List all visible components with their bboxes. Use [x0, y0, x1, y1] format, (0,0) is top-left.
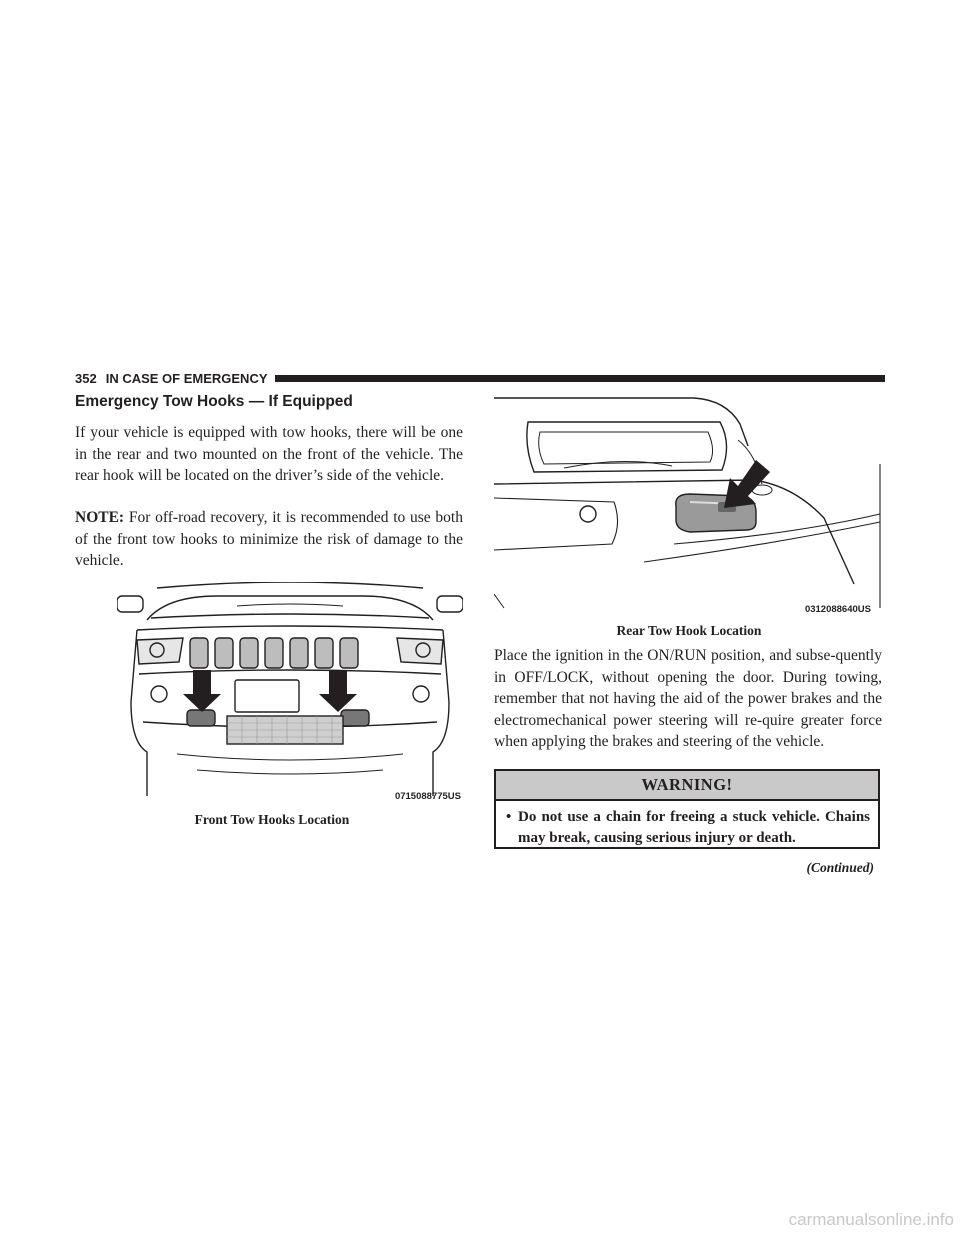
warning-text: Do not use a chain for freeing a stuck vehicle. Chains may break, causing serious injury or death.	[518, 809, 870, 846]
warning-box	[494, 769, 880, 849]
front-tow-hooks-figure	[117, 582, 463, 804]
note-label: NOTE:	[75, 509, 125, 526]
ignition-paragraph: Place the ignition in the ON/RUN position, and subse-quently in OFF/LOCK, without opening the door. During towing, remember that not having the aid of the power brakes and the electromechanical power steering will re-quire greater force when applying the brakes and steering of the vehicle.	[494, 647, 882, 750]
page-header	[75, 368, 885, 388]
front-figure-code: 0715088775US	[394, 791, 461, 802]
rear-tow-hook-figure	[494, 394, 884, 615]
bullet-icon: •	[506, 809, 512, 825]
rear-figure-code: 0312088640US	[804, 604, 871, 615]
section-heading: Emergency Tow Hooks — If Equipped	[75, 393, 353, 410]
warning-title: WARNING!	[496, 771, 878, 801]
note-text: For off-road recovery, it is recommended to use both of the front tow hooks to minimize the risk of damage to the vehicle.	[75, 509, 463, 569]
note-paragraph	[75, 507, 463, 572]
continued-label: (Continued)	[806, 860, 874, 875]
rear-bumper-illustration	[494, 394, 884, 612]
front-vehicle-illustration	[117, 582, 463, 804]
section-title: IN CASE OF EMERGENCY	[105, 370, 268, 386]
front-figure-caption: Front Tow Hooks Location	[194, 812, 350, 827]
warning-item	[496, 801, 878, 849]
header-rule	[275, 375, 886, 382]
page-number: 352	[75, 370, 97, 386]
intro-paragraph: If your vehicle is equipped with tow hooks, there will be one in the rear and two mounted on the front of the vehicle. The rear hook will be located on the driver’s side of the vehicle.	[75, 424, 463, 484]
site-watermark: carmanualsonline.info	[788, 1210, 954, 1229]
rear-figure-caption: Rear Tow Hook Location	[616, 623, 762, 638]
